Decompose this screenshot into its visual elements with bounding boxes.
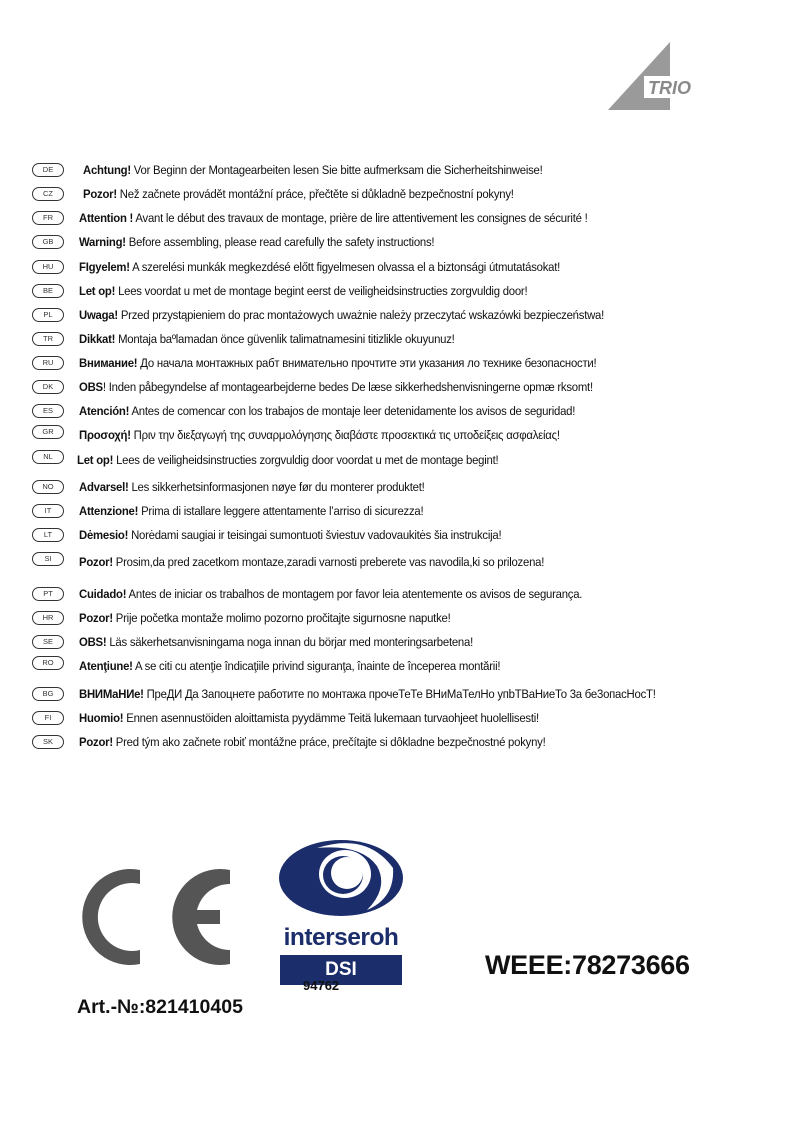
language-code-badge: GB bbox=[32, 235, 64, 249]
safety-notice-bg bbox=[32, 688, 772, 712]
notice-body: A szerelési munkák megkezdésé előtt figyelmesen olvassa el a biztonsági útmutatásokat! bbox=[129, 260, 561, 274]
notice-body: Przed przystąpieniem do prac montażowych uważnie należy przeczytać wskazówki bezpieczeństwa! bbox=[117, 308, 605, 322]
safety-notice-be bbox=[32, 285, 772, 309]
notice-body: Antes de comencar con los trabajos de montaje leer detenidamente los avisos de seguridad! bbox=[129, 404, 576, 418]
article-number: Art.-№:821410405 bbox=[77, 996, 243, 1018]
safety-notice-hr bbox=[32, 612, 772, 636]
notice-lead: Dikkat! bbox=[79, 332, 116, 346]
language-code-badge: BE bbox=[32, 284, 64, 298]
language-code-badge: LT bbox=[32, 528, 64, 542]
language-code-badge: HR bbox=[32, 611, 64, 625]
language-code-badge: GR bbox=[32, 425, 64, 439]
notice-body: Norėdami saugiai ir teisingai sumontuoti šviestuv vadovaukitės šia instrukcija! bbox=[128, 528, 502, 542]
notice-body: Pred tým ako začnete robiť montážne práce, prečítajte si dôkladne bezpečnostné pokyny! bbox=[112, 735, 546, 749]
language-code-badge: DK bbox=[32, 380, 64, 394]
notice-lead: Atenţiune! bbox=[79, 659, 133, 673]
safety-notice-pt bbox=[32, 588, 772, 612]
safety-notice-gr bbox=[32, 429, 772, 453]
safety-notice-hu bbox=[32, 261, 772, 285]
safety-notice-nl bbox=[32, 454, 772, 478]
safety-notice-de bbox=[32, 164, 772, 188]
notice-text bbox=[79, 587, 582, 601]
notice-text bbox=[79, 711, 539, 725]
notice-lead: Pozor! bbox=[79, 735, 113, 749]
safety-notice-tr bbox=[32, 333, 772, 357]
notice-body: Prosim,da pred zacetkom montaze,zaradi varnosti preberete vas navodila,ki so prilozena! bbox=[112, 555, 545, 569]
notice-lead: Pozor! bbox=[79, 611, 113, 625]
notice-text bbox=[79, 260, 560, 274]
language-code-badge: FI bbox=[32, 711, 64, 725]
notice-body: Lees de veiligheidsinstructies zorgvuldig door voordat u met de montage begint! bbox=[113, 453, 499, 467]
notice-text bbox=[79, 428, 560, 442]
notice-lead: Pozor! bbox=[83, 187, 117, 201]
safety-notice-gb bbox=[32, 236, 772, 260]
language-code-badge: IT bbox=[32, 504, 64, 518]
dsi-label: DSI bbox=[280, 955, 402, 985]
notice-body: Les sikkerhetsinformasjonen nøye før du monterer produktet! bbox=[128, 480, 425, 494]
language-code-badge: RU bbox=[32, 356, 64, 370]
safety-notice-fr bbox=[32, 212, 772, 236]
notice-text bbox=[79, 480, 425, 494]
notice-body: ! Inden påbegyndelse af montagearbejderne bedes De læse sikkerhedshenvisningerne opmæ rksomt! bbox=[102, 380, 593, 394]
language-code-badge: FR bbox=[32, 211, 64, 225]
notice-text bbox=[79, 211, 588, 225]
notice-text bbox=[79, 659, 500, 673]
notice-body: Vor Beginn der Montagearbeiten lesen Sie bitte aufmerksam die Sicherheitshinweise! bbox=[130, 163, 543, 177]
safety-notice-it bbox=[32, 505, 772, 529]
notice-body: Montaja baºlamadan önce güvenlik talimatnamesini titizlikle okuyunuz! bbox=[115, 332, 455, 346]
notice-lead: Attenzione! bbox=[79, 504, 139, 518]
language-code-badge: CZ bbox=[32, 187, 64, 201]
notice-body: Πριν την διεξαγωγή της συναρμολόγησης διαβάστε προσεκτικά τις υποδείξεις ασφαλείας! bbox=[130, 428, 560, 442]
notice-lead: Uwaga! bbox=[79, 308, 118, 322]
notice-text bbox=[79, 555, 544, 569]
language-code-badge: PL bbox=[32, 308, 64, 322]
safety-notice-ro bbox=[32, 660, 772, 684]
notice-lead: Advarsel! bbox=[79, 480, 129, 494]
notice-text bbox=[83, 163, 543, 177]
notice-text bbox=[79, 687, 656, 701]
notice-text bbox=[79, 380, 593, 394]
language-code-badge: RO bbox=[32, 656, 64, 670]
notice-lead: Attention ! bbox=[79, 211, 134, 225]
language-code-badge: DE bbox=[32, 163, 64, 177]
notice-text bbox=[79, 235, 434, 249]
language-code-badge: PT bbox=[32, 587, 64, 601]
language-code-badge: NO bbox=[32, 480, 64, 494]
safety-notice-es bbox=[32, 405, 772, 429]
notice-body: A se citi cu atenţie îndicaţiile privind siguranţa, înainte de începerea montării! bbox=[132, 659, 501, 673]
language-code-badge: NL bbox=[32, 450, 64, 464]
ce-mark-icon bbox=[80, 862, 250, 972]
notice-body: ПреДИ Да Запоцнете работите по монтажа прочеТеТе ВНиМаТелНо упbТВаНиеТо 3а бе3опасНосТ! bbox=[143, 687, 656, 701]
notice-lead: FIgyelem! bbox=[79, 260, 130, 274]
notice-text bbox=[77, 453, 498, 467]
language-code-badge: SI bbox=[32, 552, 64, 566]
notice-lead: Huomio! bbox=[79, 711, 124, 725]
notice-body: Läs säkerhetsanvisningama noga innan du börjar med monteringsarbetena! bbox=[106, 635, 474, 649]
dsi-number: 94762 bbox=[303, 978, 340, 993]
notice-lead: ВНИМаНИе! bbox=[79, 687, 144, 701]
weee-number: WEEE:78273666 bbox=[485, 950, 690, 980]
notice-body: Before assembling, please read carefully the safety instructions! bbox=[125, 235, 435, 249]
notice-lead: Atención! bbox=[79, 404, 130, 418]
trio-logo-text: TRIO bbox=[648, 78, 691, 98]
notice-text bbox=[79, 635, 473, 649]
notice-body: Ennen asennustöiden aloittamista pyydämme Teitä lukemaan turvaohjeet huolellisesti! bbox=[123, 711, 539, 725]
notice-text bbox=[79, 611, 451, 625]
notice-lead: Warning! bbox=[79, 235, 126, 249]
notice-lead: Προσοχή! bbox=[79, 428, 131, 442]
safety-notice-cz bbox=[32, 188, 772, 212]
safety-notice-no bbox=[32, 481, 772, 505]
notice-body: Antes de iniciar os trabalhos de montagem por favor leia atentemente os avisos de segurança. bbox=[126, 587, 583, 601]
language-code-badge: HU bbox=[32, 260, 64, 274]
notice-lead: Let op! bbox=[79, 284, 116, 298]
notice-lead: Внимание! bbox=[79, 356, 138, 370]
notice-lead: Cuidado! bbox=[79, 587, 127, 601]
interseroh-wordmark: interseroh bbox=[283, 924, 399, 951]
language-code-badge: BG bbox=[32, 687, 64, 701]
notice-text bbox=[79, 528, 501, 542]
notice-text bbox=[79, 356, 596, 370]
notice-lead: Achtung! bbox=[83, 163, 131, 177]
notice-text bbox=[79, 284, 527, 298]
notice-body: До начала монтажных рабт внимательно прочтите эти указания ло технике безопасности! bbox=[137, 356, 597, 370]
notice-body: Avant le début des travaux de montage, prière de lire attentivement les consignes de sécurité ! bbox=[133, 211, 588, 225]
safety-notice-fi bbox=[32, 712, 772, 736]
safety-notice-sk bbox=[32, 736, 772, 760]
safety-notice-lt bbox=[32, 529, 772, 553]
notice-lead: OBS! bbox=[79, 635, 107, 649]
notice-text bbox=[79, 735, 545, 749]
notice-body: Prima di istallare leggere attentamente l’arriso di sicurezza! bbox=[138, 504, 424, 518]
notice-body: Lees voordat u met de montage begint eerst de veiligheidsinstructies zorgvuldig door! bbox=[115, 284, 528, 298]
trio-logo bbox=[608, 42, 702, 110]
notice-text bbox=[79, 504, 423, 518]
notice-lead: Dėmesio! bbox=[79, 528, 129, 542]
safety-notice-ru bbox=[32, 357, 772, 381]
notice-text bbox=[79, 308, 604, 322]
safety-notice-se bbox=[32, 636, 772, 660]
interseroh-swirl-icon bbox=[277, 838, 405, 918]
notice-lead: Pozor! bbox=[79, 555, 113, 569]
notice-lead: OBS bbox=[79, 380, 103, 394]
interseroh-dsi-logo bbox=[277, 838, 405, 985]
language-code-badge: ES bbox=[32, 404, 64, 418]
notice-text bbox=[83, 187, 514, 201]
notice-lead: Let op! bbox=[77, 453, 114, 467]
language-code-badge: TR bbox=[32, 332, 64, 346]
safety-notice-dk bbox=[32, 381, 772, 405]
notice-body: Než začnete provádět montážní práce, přečtěte si důkladně bezpečnostní pokyny! bbox=[116, 187, 514, 201]
language-code-badge: SE bbox=[32, 635, 64, 649]
safety-notice-si bbox=[32, 556, 772, 580]
safety-notice-pl bbox=[32, 309, 772, 333]
notice-body: Prije početka montaže molimo pozorno pročitajte sigurnosne naputke! bbox=[112, 611, 451, 625]
language-code-badge: SK bbox=[32, 735, 64, 749]
notice-text bbox=[79, 404, 575, 418]
notice-text bbox=[79, 332, 455, 346]
